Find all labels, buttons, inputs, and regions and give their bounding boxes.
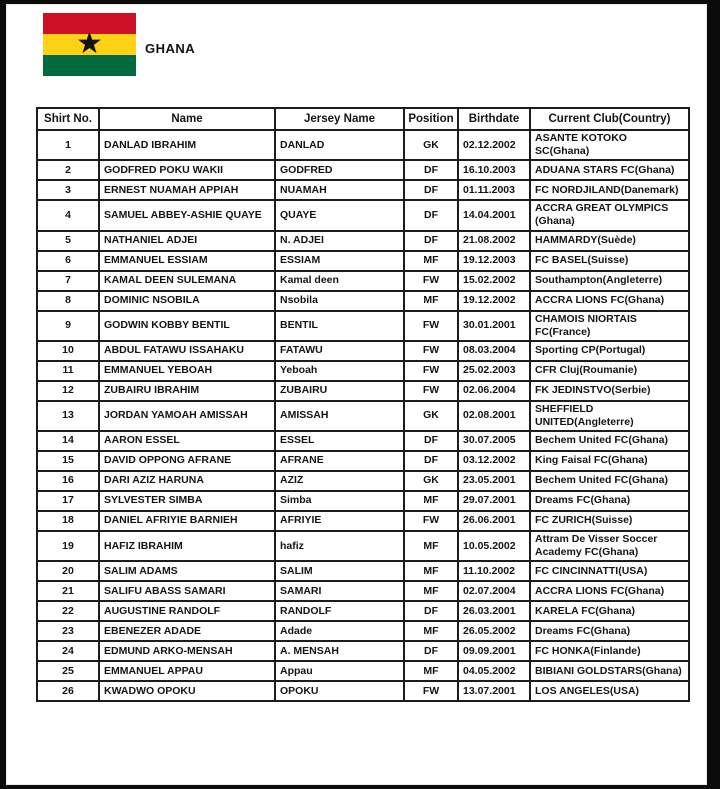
cell-jersey-name: ZUBAIRU [275,381,404,401]
table-row [37,471,689,491]
cell-birthdate: 02.06.2004 [458,381,530,401]
cell-current-club: Dreams FC(Ghana) [530,621,689,641]
cell-jersey-name: ESSIAM [275,251,404,271]
header-shirt-no: Shirt No. [37,108,99,130]
cell-name: DARI AZIZ HARUNA [99,471,275,491]
cell-shirt-no: 26 [37,681,99,701]
cell-name: AUGUSTINE RANDOLF [99,601,275,621]
cell-name: SALIFU ABASS SAMARI [99,581,275,601]
cell-birthdate: 02.12.2002 [458,130,530,160]
cell-jersey-name: Yeboah [275,361,404,381]
cell-current-club: FK JEDINSTVO(Serbie) [530,381,689,401]
document-page [6,4,707,785]
cell-shirt-no: 24 [37,641,99,661]
cell-position: DF [404,200,458,230]
cell-jersey-name: BENTIL [275,311,404,341]
black-star-icon: ★ [76,26,103,60]
cell-position: MF [404,561,458,581]
cell-jersey-name: SALIM [275,561,404,581]
country-title: GHANA [145,41,196,56]
cell-jersey-name: AFRIYIE [275,511,404,531]
table-header-row [37,108,689,130]
cell-birthdate: 30.07.2005 [458,431,530,451]
cell-jersey-name: AFRANE [275,451,404,471]
cell-name: KWADWO OPOKU [99,681,275,701]
table-row [37,621,689,641]
cell-jersey-name: AZIZ [275,471,404,491]
cell-jersey-name: NUAMAH [275,180,404,200]
cell-jersey-name: hafiz [275,531,404,561]
cell-name: SYLVESTER SIMBA [99,491,275,511]
cell-name: ZUBAIRU IBRAHIM [99,381,275,401]
cell-position: GK [404,401,458,431]
cell-position: DF [404,160,458,180]
cell-jersey-name: AMISSAH [275,401,404,431]
cell-current-club: HAMMARDY(Suède) [530,231,689,251]
cell-shirt-no: 17 [37,491,99,511]
cell-jersey-name: Simba [275,491,404,511]
cell-jersey-name: Nsobila [275,291,404,311]
cell-shirt-no: 2 [37,160,99,180]
cell-current-club: FC HONKA(Finlande) [530,641,689,661]
cell-position: FW [404,311,458,341]
cell-position: DF [404,451,458,471]
cell-position: DF [404,641,458,661]
cell-current-club: FC CINCINNATTI(USA) [530,561,689,581]
cell-birthdate: 02.08.2001 [458,401,530,431]
cell-name: SALIM ADAMS [99,561,275,581]
cell-position: FW [404,271,458,291]
cell-position: MF [404,491,458,511]
cell-current-club: CHAMOIS NIORTAIS FC(France) [530,311,689,341]
cell-birthdate: 02.07.2004 [458,581,530,601]
cell-shirt-no: 6 [37,251,99,271]
cell-name: ABDUL FATAWU ISSAHAKU [99,341,275,361]
cell-current-club: ACCRA LIONS FC(Ghana) [530,291,689,311]
table-row [37,511,689,531]
cell-jersey-name: RANDOLF [275,601,404,621]
cell-birthdate: 29.07.2001 [458,491,530,511]
cell-birthdate: 14.04.2001 [458,200,530,230]
cell-shirt-no: 7 [37,271,99,291]
cell-jersey-name: ESSEL [275,431,404,451]
cell-birthdate: 21.08.2002 [458,231,530,251]
cell-name: JORDAN YAMOAH AMISSAH [99,401,275,431]
table-row [37,231,689,251]
cell-shirt-no: 13 [37,401,99,431]
cell-birthdate: 26.03.2001 [458,601,530,621]
cell-position: MF [404,621,458,641]
cell-current-club: ACCRA LIONS FC(Ghana) [530,581,689,601]
cell-shirt-no: 11 [37,361,99,381]
cell-birthdate: 11.10.2002 [458,561,530,581]
cell-current-club: King Faisal FC(Ghana) [530,451,689,471]
player-roster-table [36,107,690,702]
cell-name: GODWIN KOBBY BENTIL [99,311,275,341]
cell-birthdate: 09.09.2001 [458,641,530,661]
cell-position: FW [404,381,458,401]
cell-name: DAVID OPPONG AFRANE [99,451,275,471]
cell-current-club: BIBIANI GOLDSTARS(Ghana) [530,661,689,681]
cell-current-club: LOS ANGELES(USA) [530,681,689,701]
header-name: Name [99,108,275,130]
cell-position: FW [404,681,458,701]
table-row [37,661,689,681]
table-row [37,451,689,471]
cell-jersey-name: DANLAD [275,130,404,160]
cell-name: AARON ESSEL [99,431,275,451]
table-row [37,291,689,311]
cell-jersey-name: GODFRED [275,160,404,180]
cell-name: DANIEL AFRIYIE BARNIEH [99,511,275,531]
cell-shirt-no: 25 [37,661,99,681]
cell-position: DF [404,180,458,200]
table-row [37,381,689,401]
cell-name: SAMUEL ABBEY-ASHIE QUAYE [99,200,275,230]
table-row [37,251,689,271]
cell-birthdate: 16.10.2003 [458,160,530,180]
header-current-club: Current Club(Country) [530,108,689,130]
cell-position: GK [404,130,458,160]
cell-birthdate: 19.12.2002 [458,291,530,311]
cell-jersey-name: Kamal deen [275,271,404,291]
cell-birthdate: 04.05.2002 [458,661,530,681]
cell-shirt-no: 14 [37,431,99,451]
cell-position: DF [404,231,458,251]
cell-birthdate: 01.11.2003 [458,180,530,200]
cell-jersey-name: SAMARI [275,581,404,601]
table-row [37,431,689,451]
cell-position: MF [404,251,458,271]
cell-shirt-no: 20 [37,561,99,581]
cell-birthdate: 15.02.2002 [458,271,530,291]
header-position: Position [404,108,458,130]
cell-birthdate: 30.01.2001 [458,311,530,341]
table-row [37,561,689,581]
cell-current-club: Sporting CP(Portugal) [530,341,689,361]
cell-current-club: FC NORDJILAND(Danemark) [530,180,689,200]
cell-birthdate: 25.02.2003 [458,361,530,381]
cell-name: EMMANUEL APPAU [99,661,275,681]
table-row [37,601,689,621]
cell-shirt-no: 1 [37,130,99,160]
cell-shirt-no: 18 [37,511,99,531]
cell-position: MF [404,291,458,311]
cell-name: EMMANUEL ESSIAM [99,251,275,271]
cell-name: KAMAL DEEN SULEMANA [99,271,275,291]
cell-birthdate: 13.07.2001 [458,681,530,701]
cell-position: FW [404,361,458,381]
cell-birthdate: 19.12.2003 [458,251,530,271]
table-row [37,180,689,200]
cell-shirt-no: 19 [37,531,99,561]
cell-current-club: ASANTE KOTOKO SC(Ghana) [530,130,689,160]
cell-current-club: ADUANA STARS FC(Ghana) [530,160,689,180]
cell-shirt-no: 21 [37,581,99,601]
cell-name: ERNEST NUAMAH APPIAH [99,180,275,200]
cell-position: FW [404,511,458,531]
cell-name: DANLAD IBRAHIM [99,130,275,160]
cell-name: GODFRED POKU WAKII [99,160,275,180]
cell-position: DF [404,601,458,621]
cell-shirt-no: 23 [37,621,99,641]
header-jersey-name: Jersey Name [275,108,404,130]
cell-position: GK [404,471,458,491]
cell-name: EBENEZER ADADE [99,621,275,641]
cell-birthdate: 26.06.2001 [458,511,530,531]
cell-position: MF [404,581,458,601]
cell-current-club: SHEFFIELD UNITED(Angleterre) [530,401,689,431]
cell-position: FW [404,341,458,361]
cell-shirt-no: 8 [37,291,99,311]
cell-shirt-no: 16 [37,471,99,491]
cell-birthdate: 08.03.2004 [458,341,530,361]
cell-name: EDMUND ARKO-MENSAH [99,641,275,661]
cell-current-club: FC BASEL(Suisse) [530,251,689,271]
cell-name: EMMANUEL YEBOAH [99,361,275,381]
table-row [37,160,689,180]
cell-current-club: CFR Cluj(Roumanie) [530,361,689,381]
table-row [37,491,689,511]
table-row [37,200,689,230]
cell-jersey-name: N. ADJEI [275,231,404,251]
cell-name: NATHANIEL ADJEI [99,231,275,251]
cell-position: MF [404,661,458,681]
cell-name: DOMINIC NSOBILA [99,291,275,311]
cell-shirt-no: 3 [37,180,99,200]
cell-current-club: ACCRA GREAT OLYMPICS (Ghana) [530,200,689,230]
table-row [37,271,689,291]
table-row [37,681,689,701]
cell-name: HAFIZ IBRAHIM [99,531,275,561]
cell-current-club: Dreams FC(Ghana) [530,491,689,511]
cell-jersey-name: A. MENSAH [275,641,404,661]
cell-position: MF [404,531,458,561]
cell-jersey-name: Adade [275,621,404,641]
table-row [37,130,689,160]
cell-position: DF [404,431,458,451]
header-birthdate: Birthdate [458,108,530,130]
table-row [37,341,689,361]
cell-shirt-no: 9 [37,311,99,341]
cell-birthdate: 26.05.2002 [458,621,530,641]
cell-jersey-name: Appau [275,661,404,681]
cell-current-club: Bechem United FC(Ghana) [530,471,689,491]
cell-shirt-no: 4 [37,200,99,230]
cell-birthdate: 23.05.2001 [458,471,530,491]
cell-current-club: Southampton(Angleterre) [530,271,689,291]
cell-current-club: Bechem United FC(Ghana) [530,431,689,451]
cell-jersey-name: FATAWU [275,341,404,361]
cell-shirt-no: 5 [37,231,99,251]
cell-birthdate: 10.05.2002 [458,531,530,561]
table-row [37,581,689,601]
cell-jersey-name: OPOKU [275,681,404,701]
cell-shirt-no: 22 [37,601,99,621]
cell-birthdate: 03.12.2002 [458,451,530,471]
cell-jersey-name: QUAYE [275,200,404,230]
cell-shirt-no: 12 [37,381,99,401]
table-row [37,311,689,341]
table-row [37,401,689,431]
cell-shirt-no: 10 [37,341,99,361]
table-row [37,531,689,561]
cell-current-club: Attram De Visser Soccer Academy FC(Ghana) [530,531,689,561]
cell-current-club: FC ZURICH(Suisse) [530,511,689,531]
table-row [37,361,689,381]
ghana-flag [43,13,136,76]
cell-shirt-no: 15 [37,451,99,471]
cell-current-club: KARELA FC(Ghana) [530,601,689,621]
table-row [37,641,689,661]
